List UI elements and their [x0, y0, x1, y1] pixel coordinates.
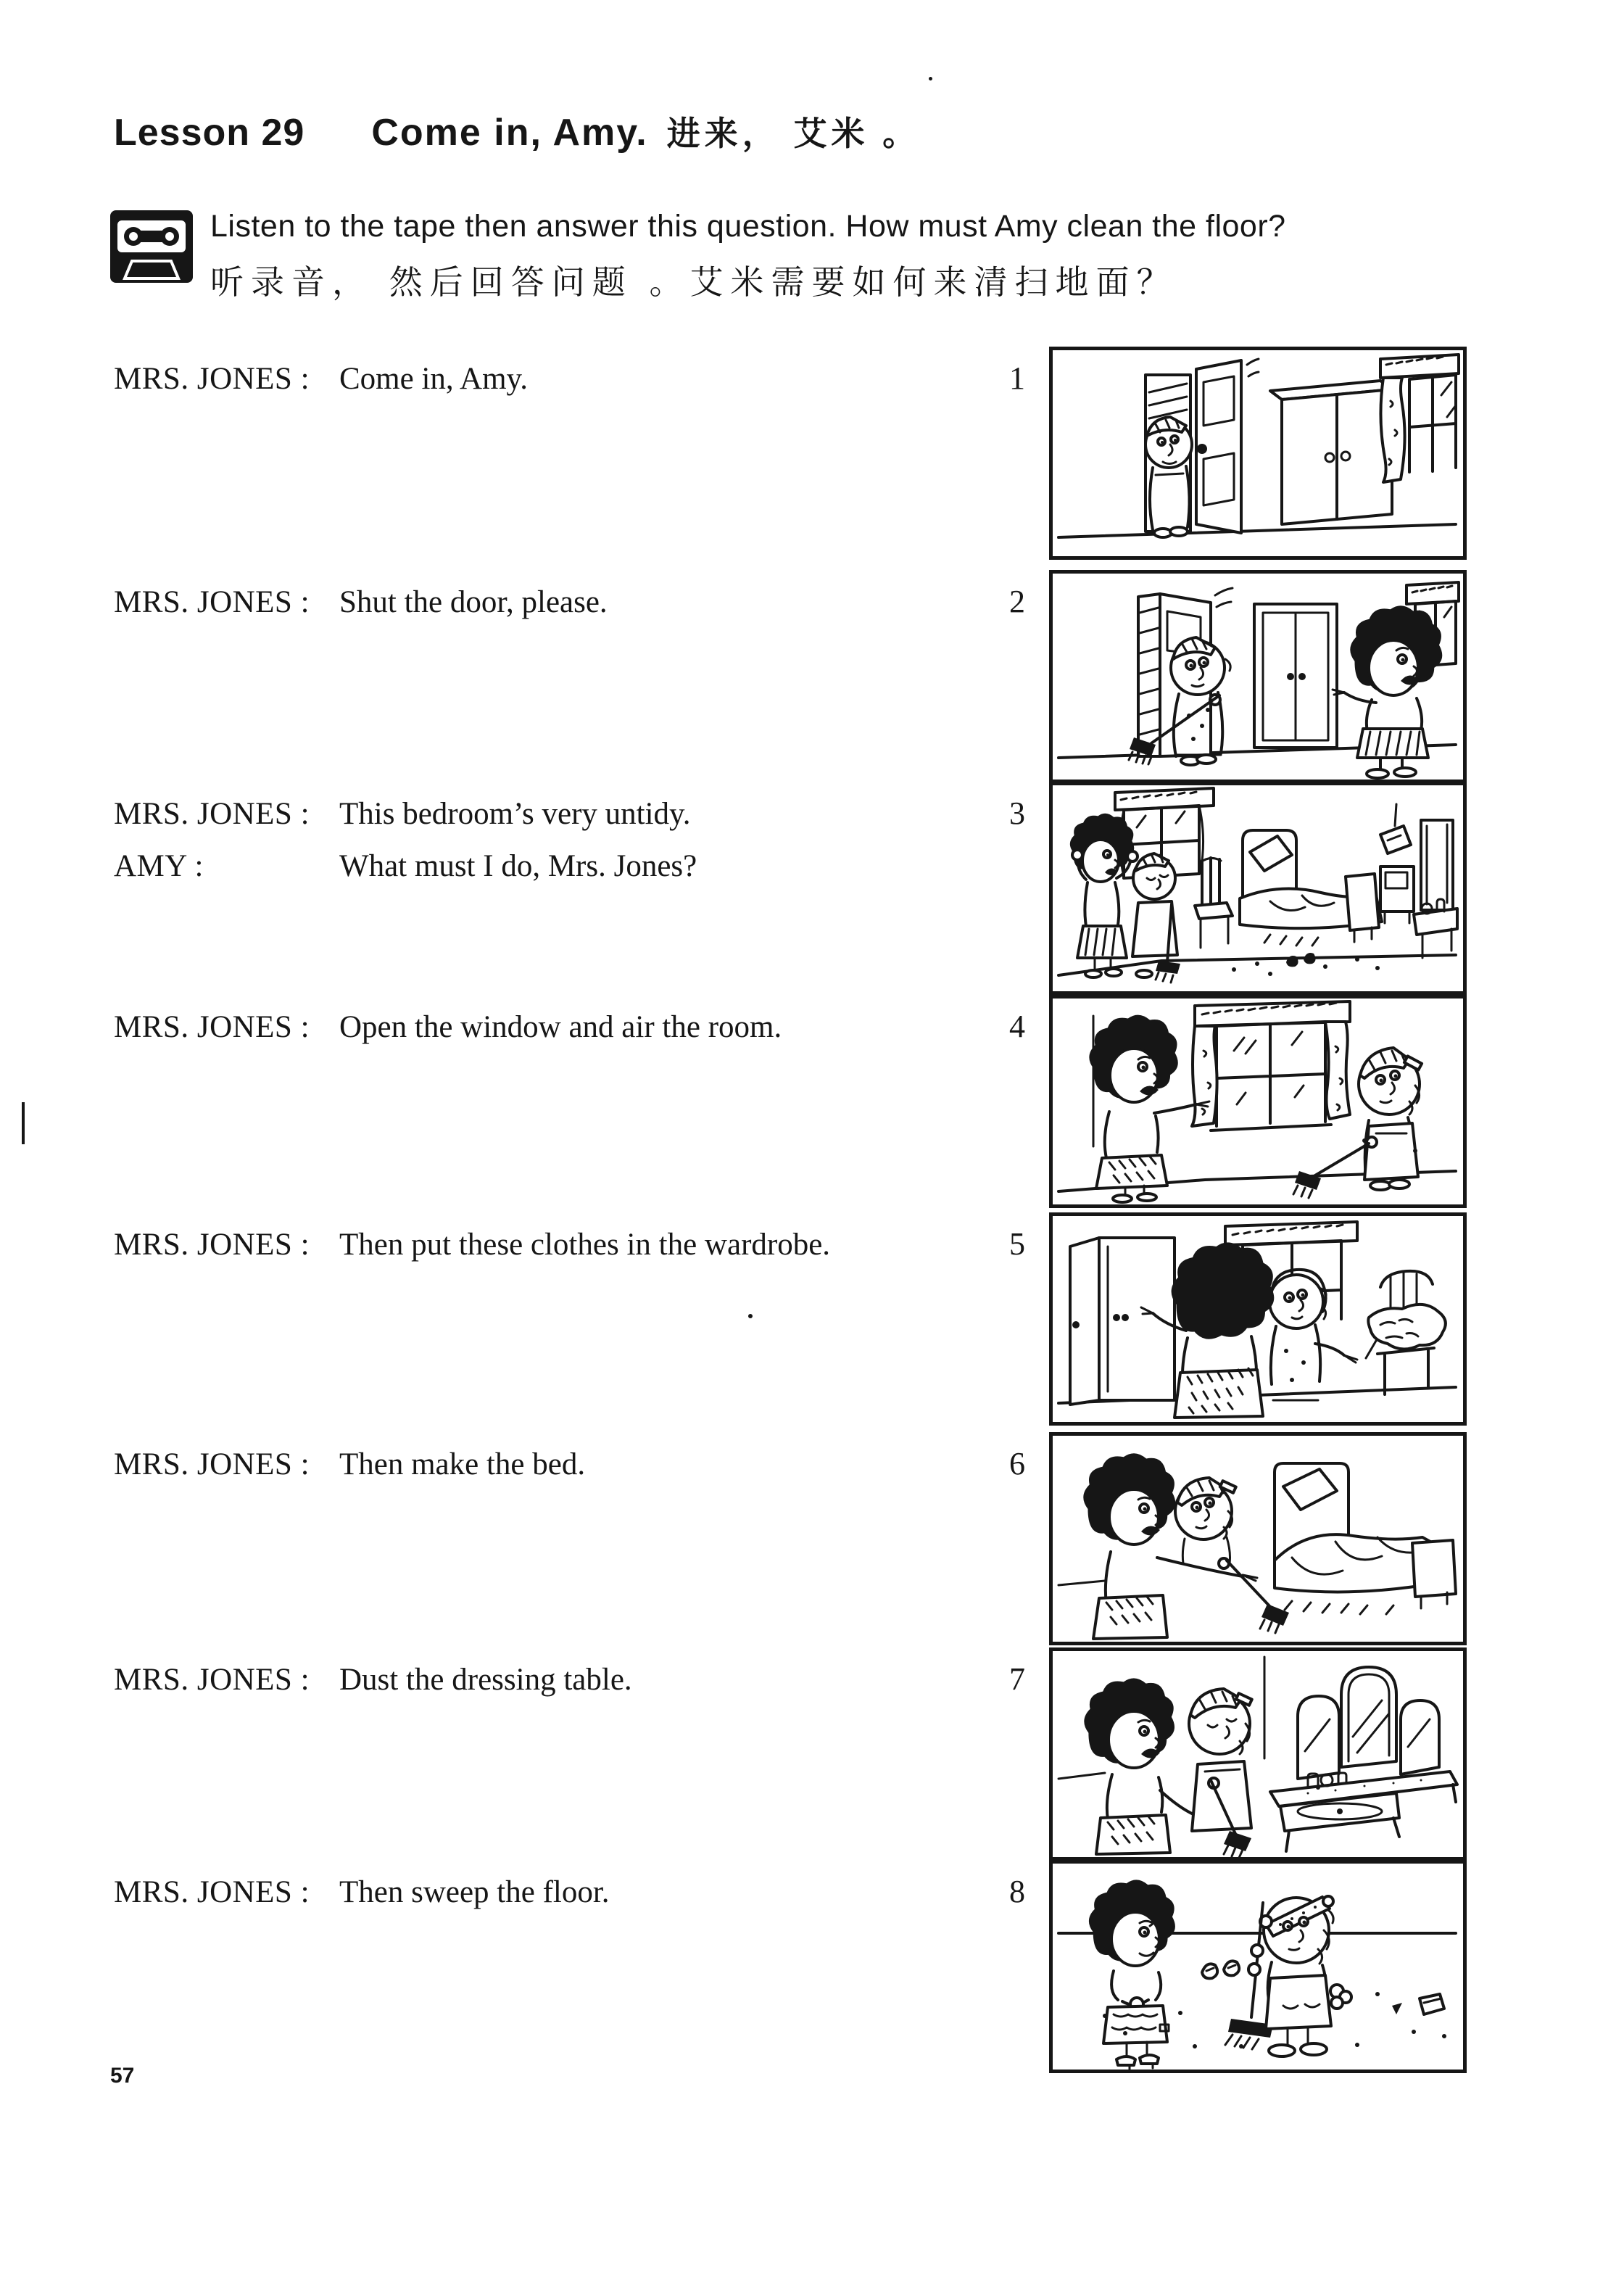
- panel-number: 5: [1009, 1226, 1025, 1262]
- illustration-panel-8: [1049, 1860, 1467, 2073]
- dialogue-text: Shut the door, please.: [339, 585, 608, 619]
- speaker-label: MRS. JONES :: [114, 1228, 310, 1262]
- listening-instruction: [109, 209, 1286, 304]
- page-number: 57: [110, 2064, 135, 2088]
- dialogue-row-3: [0, 782, 1624, 999]
- speaker-label: MRS. JONES :: [114, 1875, 310, 1909]
- speaker-label: MRS. JONES :: [114, 585, 310, 619]
- dialogue-row-1: [0, 347, 1624, 564]
- panel-number: 7: [1009, 1661, 1025, 1697]
- dialogue-row-7: [0, 1647, 1624, 1865]
- speaker-label: MRS. JONES :: [114, 797, 310, 831]
- panel-number: 3: [1009, 795, 1025, 831]
- illustration-panel-3: [1049, 782, 1467, 995]
- lesson-title-english: Come in, Amy.: [371, 112, 648, 154]
- illustration-panel-4: [1049, 995, 1467, 1208]
- instruction-chinese: 听录音， 然后回答问题 。艾米需要如何来清扫地面？: [210, 263, 1177, 301]
- dialogue-text: Then put these clothes in the wardrobe.: [339, 1228, 831, 1262]
- dialogue-text: What must I do, Mrs. Jones?: [339, 849, 697, 883]
- speaker-label: MRS. JONES :: [114, 1663, 310, 1697]
- dialogue-row-4: [0, 995, 1624, 1212]
- panel-number: 8: [1009, 1874, 1025, 1909]
- speaker-label: MRS. JONES :: [114, 362, 310, 396]
- panel-number: 1: [1009, 360, 1025, 396]
- dialogue-row-2: [0, 570, 1624, 787]
- dialogue-text: Then sweep the floor.: [339, 1875, 610, 1909]
- scan-artifact: [929, 77, 932, 80]
- illustration-panel-2: [1049, 570, 1467, 783]
- speaker-label: AMY :: [114, 849, 204, 883]
- speaker-label: MRS. JONES :: [114, 1447, 310, 1481]
- lesson-title-chinese: 进来， 艾米 。: [666, 115, 921, 152]
- illustration-panel-1: [1049, 347, 1467, 560]
- cassette-tape-icon: [109, 209, 194, 286]
- scan-artifact: [22, 1102, 25, 1144]
- dialogue-row-6: [0, 1432, 1624, 1650]
- scan-artifact: [748, 1314, 753, 1318]
- lesson-header: [114, 107, 920, 155]
- dialogue-text: This bedroom’s very untidy.: [339, 797, 691, 831]
- dialogue-text: Then make the bed.: [339, 1447, 586, 1481]
- dialogue-text: Dust the dressing table.: [339, 1663, 632, 1697]
- dialogue-row-5: [0, 1212, 1624, 1430]
- illustration-panel-6: [1049, 1432, 1467, 1645]
- dialogue-text: Open the window and air the room.: [339, 1010, 782, 1044]
- illustration-panel-7: [1049, 1647, 1467, 1861]
- illustration-panel-5: [1049, 1212, 1467, 1426]
- speaker-label: MRS. JONES :: [114, 1010, 310, 1044]
- panel-number: 2: [1009, 584, 1025, 619]
- lesson-number: Lesson 29: [114, 112, 305, 154]
- panel-number: 4: [1009, 1009, 1025, 1044]
- instruction-english: Listen to the tape then answer this question. How must Amy clean the floor?: [210, 209, 1286, 244]
- dialogue-text: Come in, Amy.: [339, 362, 528, 396]
- panel-number: 6: [1009, 1446, 1025, 1481]
- dialogue-row-8: [0, 1860, 1624, 2077]
